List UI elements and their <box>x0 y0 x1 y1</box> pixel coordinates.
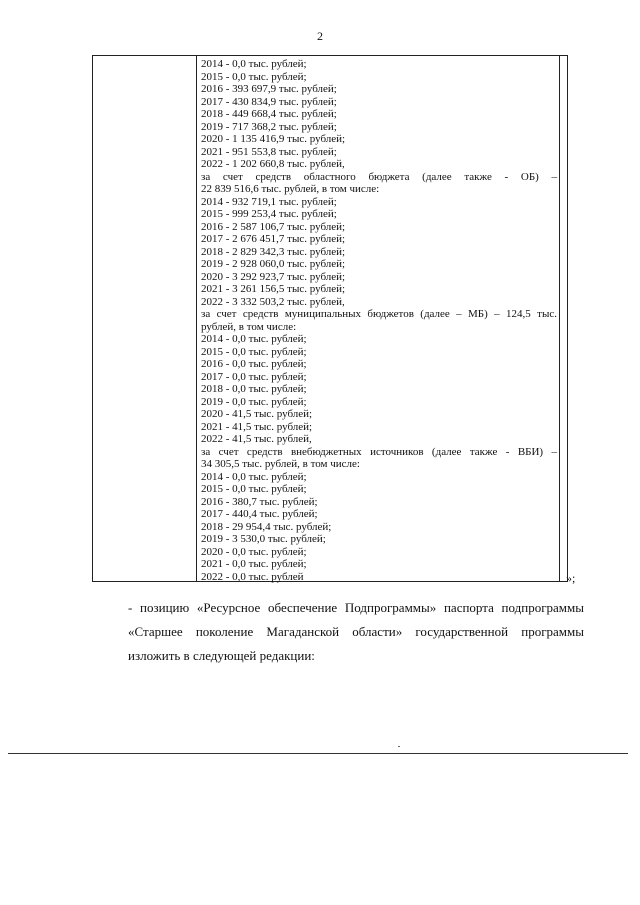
funding-line: 2017 - 430 834,9 тыс. рублей; <box>201 95 337 108</box>
table-column-divider <box>196 56 197 581</box>
funding-line: 2019 - 2 928 060,0 тыс. рублей; <box>201 258 346 270</box>
funding-line: 2019 - 717 368,2 тыс. рублей; <box>201 120 337 133</box>
funding-line: 2018 - 449 668,4 тыс. рублей; <box>201 108 337 120</box>
scan-speck <box>398 746 400 747</box>
funding-line: 2014 - 932 719,1 тыс. рублей; <box>201 195 337 208</box>
funding-line: 2016 - 393 697,9 тыс. рублей; <box>201 83 337 95</box>
funding-line: 2022 - 1 202 660,8 тыс. рублей, <box>201 158 345 170</box>
funding-line: 2015 - 0,0 тыс. рублей; <box>201 483 307 495</box>
funding-line: 2016 - 380,7 тыс. рублей; <box>201 495 318 508</box>
funding-line: 2021 - 3 261 156,5 тыс. рублей; <box>201 283 346 295</box>
funding-line: 2020 - 41,5 тыс. рублей; <box>201 408 313 420</box>
funding-line: 2015 - 0,0 тыс. рублей; <box>201 70 307 83</box>
funding-line: 34 305,5 тыс. рублей, в том числе: <box>201 458 360 470</box>
funding-line: за счет средств внебюджетных источников (далее также - ВБИ) – <box>201 445 557 458</box>
funding-line: 2020 - 3 292 923,7 тыс. рублей; <box>201 270 346 283</box>
closing-quote-mark: »; <box>566 571 576 585</box>
funding-line: 2014 - 0,0 тыс. рублей; <box>201 58 307 70</box>
funding-line: 2019 - 0,0 тыс. рублей; <box>201 395 307 408</box>
funding-line: за счет средств областного бюджета (далее также - ОБ) – <box>201 170 557 183</box>
funding-line: 2018 - 2 829 342,3 тыс. рублей; <box>201 245 346 258</box>
funding-line: 2019 - 3 530,0 тыс. рублей; <box>201 533 326 545</box>
funding-line: 2022 - 0,0 тыс. рублей <box>201 570 304 583</box>
funding-line: 2015 - 0,0 тыс. рублей; <box>201 345 307 358</box>
funding-line: 2015 - 999 253,4 тыс. рублей; <box>201 208 337 220</box>
funding-line: рублей, в том числе: <box>201 320 297 333</box>
funding-line: 2021 - 41,5 тыс. рублей; <box>201 420 313 433</box>
funding-line: 2022 - 3 332 503,2 тыс. рублей, <box>201 295 345 308</box>
funding-text-cell <box>201 58 557 583</box>
funding-line: 2014 - 0,0 тыс. рублей; <box>201 470 307 483</box>
funding-line: 2018 - 0,0 тыс. рублей; <box>201 383 307 395</box>
funding-line: 2017 - 0,0 тыс. рублей; <box>201 370 307 383</box>
funding-line: 2014 - 0,0 тыс. рублей; <box>201 333 307 345</box>
funding-line: 2016 - 0,0 тыс. рублей; <box>201 358 307 370</box>
funding-table <box>92 55 568 582</box>
funding-line: 2020 - 1 135 416,9 тыс. рублей; <box>201 133 346 145</box>
funding-line: 2017 - 440,4 тыс. рублей; <box>201 508 318 520</box>
funding-line: 2016 - 2 587 106,7 тыс. рублей; <box>201 220 346 233</box>
funding-line: 2020 - 0,0 тыс. рублей; <box>201 545 307 558</box>
funding-line: 22 839 516,6 тыс. рублей, в том числе: <box>201 183 380 195</box>
page-number: 2 <box>317 29 323 43</box>
funding-line: 2021 - 0,0 тыс. рублей; <box>201 558 307 570</box>
funding-line: 2021 - 951 553,8 тыс. рублей; <box>201 145 337 158</box>
bottom-rule <box>8 753 628 754</box>
table-inner-right-border <box>559 56 560 581</box>
instruction-paragraph: - позицию «Ресурсное обеспечение Подпрограммы» паспорта подпрограммы «Старшее поколение Магаданской области» государственной программы изложить в следующей редакции: <box>128 600 584 663</box>
funding-line: 2022 - 41,5 тыс. рублей, <box>201 433 312 445</box>
funding-line: 2018 - 29 954,4 тыс. рублей; <box>201 520 332 533</box>
funding-line: за счет средств муниципальных бюджетов (далее – МБ) – 124,5 тыс. <box>201 308 557 320</box>
funding-line: 2017 - 2 676 451,7 тыс. рублей; <box>201 233 346 245</box>
